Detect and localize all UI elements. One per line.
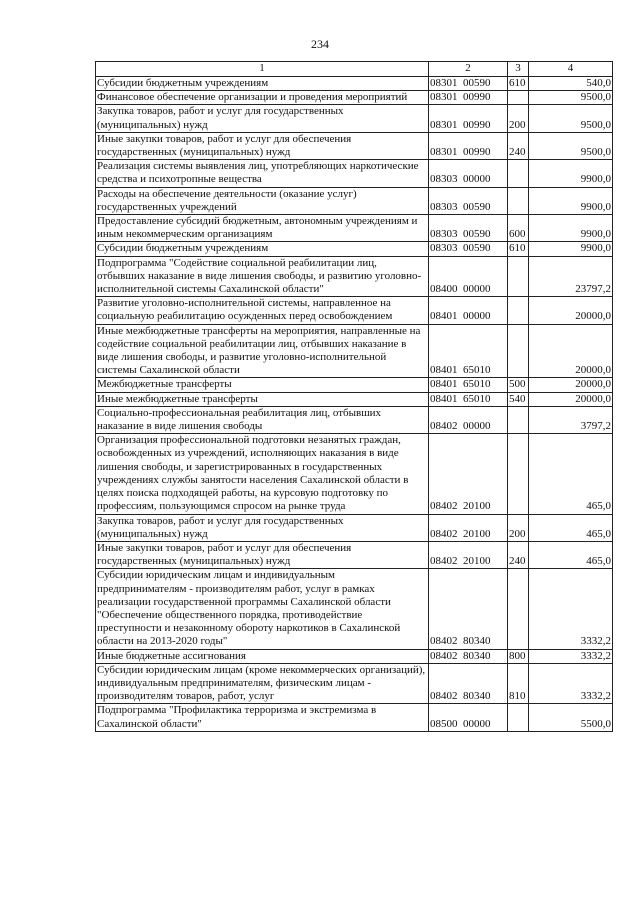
row-type-cell xyxy=(508,91,529,105)
row-name-cell: Субсидии юридическим лицам и индивидуальным предпринимателям - производителям работ, услуг в рамках реализации государственной программы Сахалинской области "Обеспечение общественного порядка, противодействие преступности и незаконному обороту наркотиков в Сахалинской области на 2013-2020 годы" xyxy=(96,569,429,649)
row-type-cell xyxy=(508,297,529,324)
table-row xyxy=(96,132,613,159)
row-sum-cell: 540,0 xyxy=(529,77,613,91)
budget-table xyxy=(95,61,613,732)
table-row xyxy=(96,160,613,187)
row-sum-cell: 23797,2 xyxy=(529,256,613,297)
row-code-cell: 08402 20100 xyxy=(429,541,508,568)
row-type-cell: 240 xyxy=(508,541,529,568)
row-code-cell: 08303 00590 xyxy=(429,242,508,256)
row-type-cell: 200 xyxy=(508,105,529,132)
row-name-cell: Субсидии бюджетным учреждениям xyxy=(96,77,429,91)
table-row xyxy=(96,704,613,731)
table-row xyxy=(96,105,613,132)
table-row xyxy=(96,569,613,649)
row-type-cell xyxy=(508,187,529,214)
row-type-cell xyxy=(508,406,529,433)
header-row xyxy=(96,62,613,77)
table-row xyxy=(96,215,613,242)
row-type-cell xyxy=(508,704,529,731)
row-code-cell: 08401 65010 xyxy=(429,324,508,378)
row-sum-cell: 3332,2 xyxy=(529,649,613,663)
row-type-cell: 800 xyxy=(508,649,529,663)
row-sum-cell: 9900,0 xyxy=(529,160,613,187)
row-code-cell: 08402 80340 xyxy=(429,649,508,663)
row-name-cell: Субсидии юридическим лицам (кроме некоммерческих организаций), индивидуальным предпринимателям, физическим лицам - производителям товаров, работ, услуг xyxy=(96,663,429,704)
row-sum-cell: 465,0 xyxy=(529,541,613,568)
header-col-4: 4 xyxy=(529,62,613,77)
table-row xyxy=(96,242,613,256)
header-col-2: 2 xyxy=(429,62,508,77)
table-row xyxy=(96,297,613,324)
row-name-cell: Подпрограмма "Содействие социальной реабилитации лиц, отбывших наказание в виде лишения свободы, и развитию уголовно-исполнительной системы Сахалинской области" xyxy=(96,256,429,297)
row-name-cell: Межбюджетные трансферты xyxy=(96,378,429,392)
row-name-cell: Финансовое обеспечение организации и проведения мероприятий xyxy=(96,91,429,105)
table-header xyxy=(96,62,613,77)
row-type-cell: 610 xyxy=(508,77,529,91)
row-sum-cell: 20000,0 xyxy=(529,324,613,378)
row-sum-cell: 9500,0 xyxy=(529,91,613,105)
row-code-cell: 08301 00990 xyxy=(429,91,508,105)
table-row xyxy=(96,256,613,297)
row-sum-cell: 20000,0 xyxy=(529,297,613,324)
row-sum-cell: 465,0 xyxy=(529,514,613,541)
row-sum-cell: 3332,2 xyxy=(529,663,613,704)
row-name-cell: Субсидии бюджетным учреждениям xyxy=(96,242,429,256)
row-code-cell: 08303 00000 xyxy=(429,160,508,187)
row-name-cell: Иные закупки товаров, работ и услуг для обеспечения государственных (муниципальных) нужд xyxy=(96,541,429,568)
row-type-cell: 600 xyxy=(508,215,529,242)
table-row xyxy=(96,378,613,392)
row-name-cell: Иные межбюджетные трансферты на мероприятия, направленные на содействие социальной реабилитации лиц, отбывших наказание в виде лишения свободы, и развитие уголовно-исполнительной системы Сахалинской области xyxy=(96,324,429,378)
table-row xyxy=(96,77,613,91)
row-type-cell: 810 xyxy=(508,663,529,704)
row-name-cell: Организация профессиональной подготовки незанятых граждан, освобожденных из учреждений, исполняющих наказания в виде лишения свободы, и зарегистрированных в государственных учреждениях службы занятости населения Сахалинской области в целях поиска подходящей работы, на курсовую подготовку по профессиям, пользующимся спросом на рынке труда xyxy=(96,434,429,514)
table-row xyxy=(96,187,613,214)
row-code-cell: 08402 80340 xyxy=(429,569,508,649)
row-code-cell: 08402 00000 xyxy=(429,406,508,433)
table-row xyxy=(96,514,613,541)
row-sum-cell: 9900,0 xyxy=(529,215,613,242)
row-name-cell: Развитие уголовно-исполнительной системы, направленное на социальную реабилитацию осужденных перед освобождением xyxy=(96,297,429,324)
row-name-cell: Иные межбюджетные трансферты xyxy=(96,392,429,406)
table-row xyxy=(96,663,613,704)
row-type-cell xyxy=(508,160,529,187)
row-sum-cell: 9900,0 xyxy=(529,187,613,214)
row-name-cell: Реализация системы выявления лиц, употребляющих наркотические средства и психотропные вещества xyxy=(96,160,429,187)
row-code-cell: 08303 00590 xyxy=(429,215,508,242)
table-row xyxy=(96,649,613,663)
row-code-cell: 08401 65010 xyxy=(429,378,508,392)
row-sum-cell: 9500,0 xyxy=(529,132,613,159)
table-row xyxy=(96,434,613,514)
row-code-cell: 08400 00000 xyxy=(429,256,508,297)
row-code-cell: 08401 00000 xyxy=(429,297,508,324)
row-type-cell: 200 xyxy=(508,514,529,541)
row-name-cell: Иные бюджетные ассигнования xyxy=(96,649,429,663)
row-type-cell: 610 xyxy=(508,242,529,256)
row-name-cell: Иные закупки товаров, работ и услуг для обеспечения государственных (муниципальных) нужд xyxy=(96,132,429,159)
row-sum-cell: 9500,0 xyxy=(529,105,613,132)
row-sum-cell: 5500,0 xyxy=(529,704,613,731)
row-code-cell: 08401 65010 xyxy=(429,392,508,406)
row-code-cell: 08402 20100 xyxy=(429,514,508,541)
page-number: 234 xyxy=(311,37,329,51)
row-sum-cell: 20000,0 xyxy=(529,378,613,392)
row-type-cell xyxy=(508,434,529,514)
row-code-cell: 08402 80340 xyxy=(429,663,508,704)
row-name-cell: Предоставление субсидий бюджетным, автономным учреждениям и иным некоммерческим организациям xyxy=(96,215,429,242)
row-code-cell: 08500 00000 xyxy=(429,704,508,731)
row-type-cell: 500 xyxy=(508,378,529,392)
table-row xyxy=(96,91,613,105)
row-name-cell: Расходы на обеспечение деятельности (оказание услуг) государственных учреждений xyxy=(96,187,429,214)
row-code-cell: 08402 20100 xyxy=(429,434,508,514)
row-sum-cell: 465,0 xyxy=(529,434,613,514)
row-code-cell: 08301 00990 xyxy=(429,105,508,132)
row-code-cell: 08301 00990 xyxy=(429,132,508,159)
header-col-3: 3 xyxy=(508,62,529,77)
table-row xyxy=(96,406,613,433)
row-type-cell: 240 xyxy=(508,132,529,159)
row-sum-cell: 3797,2 xyxy=(529,406,613,433)
row-sum-cell: 9900,0 xyxy=(529,242,613,256)
table-row xyxy=(96,324,613,378)
row-type-cell xyxy=(508,324,529,378)
row-type-cell: 540 xyxy=(508,392,529,406)
row-sum-cell: 3332,2 xyxy=(529,569,613,649)
row-name-cell: Социально-профессиональная реабилитация лиц, отбывших наказание в виде лишения свободы xyxy=(96,406,429,433)
row-code-cell: 08301 00590 xyxy=(429,77,508,91)
row-sum-cell: 20000,0 xyxy=(529,392,613,406)
table-body xyxy=(96,77,613,732)
row-name-cell: Закупка товаров, работ и услуг для государственных (муниципальных) нужд xyxy=(96,105,429,132)
row-type-cell xyxy=(508,569,529,649)
header-col-1: 1 xyxy=(96,62,429,77)
row-code-cell: 08303 00590 xyxy=(429,187,508,214)
table-row xyxy=(96,541,613,568)
row-name-cell: Закупка товаров, работ и услуг для государственных (муниципальных) нужд xyxy=(96,514,429,541)
row-name-cell: Подпрограмма "Профилактика терроризма и экстремизма в Сахалинской области" xyxy=(96,704,429,731)
table-row xyxy=(96,392,613,406)
row-type-cell xyxy=(508,256,529,297)
